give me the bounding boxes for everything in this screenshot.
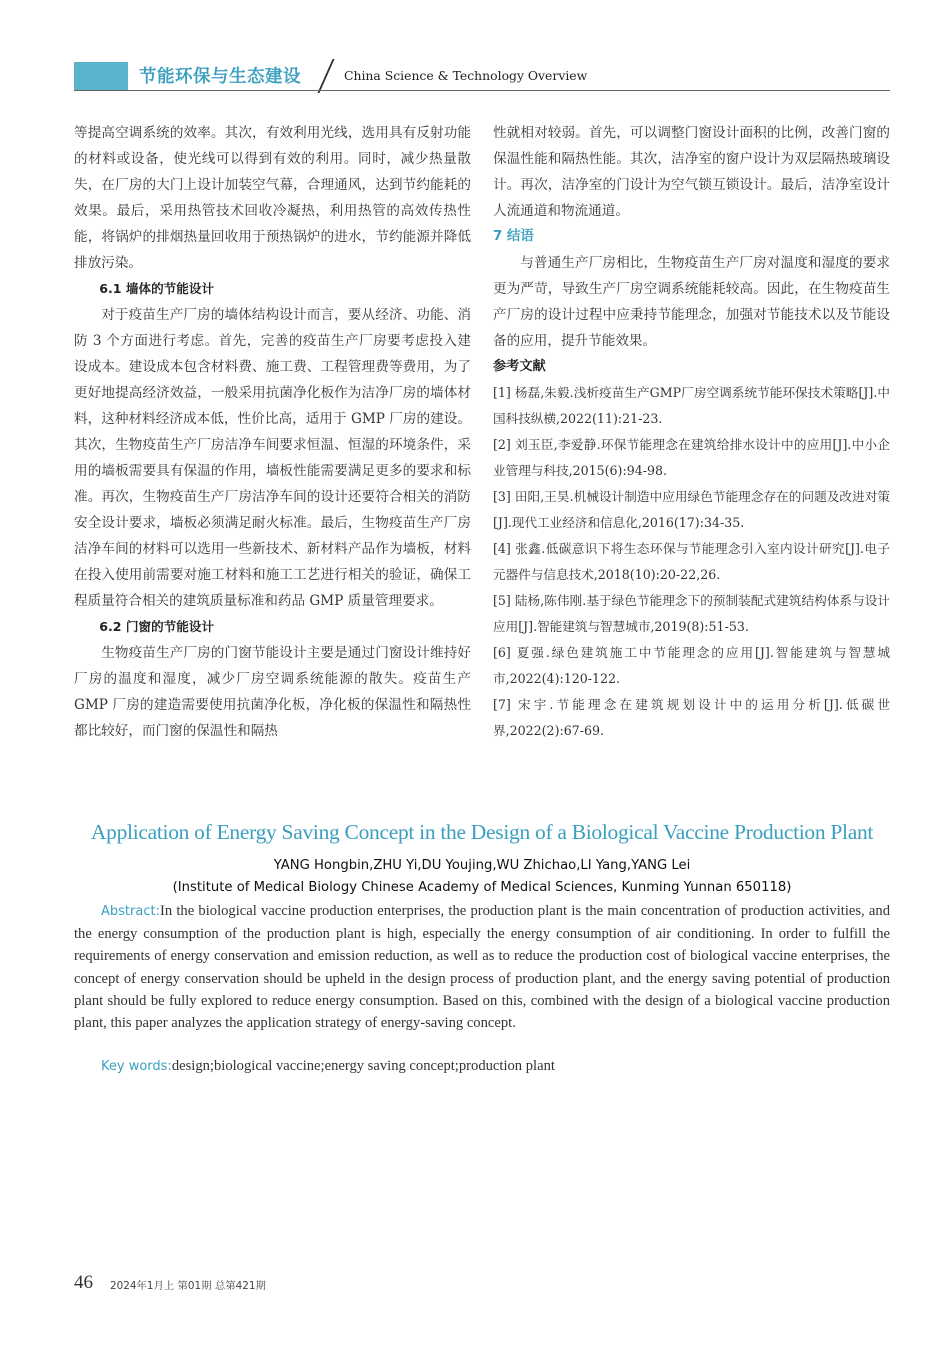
english-keywords	[74, 1055, 890, 1078]
left-column	[74, 120, 471, 744]
reference-item: [5] 陆杨,陈伟刚.基于绿色节能理念下的预制装配式建筑结构体系与设计应用[J].智能建筑与智慧城市,2019(8):51-53.	[493, 593, 890, 634]
english-title: Application of Energy Saving Concept in the Design of a Biological Vaccine Production Plant	[90, 820, 874, 844]
paragraph: 等提高空调系统的效率。其次，有效利用光线，选用具有反射功能的材料或设备，使光线可以得到有效的利用。同时，减少热量散失，在厂房的大门上设计加装空气幕，合理通风，达到节约能耗的效果。最后，采用热管技术回收冷凝热，利用热管的高效传热性能，将锅炉的排烟热量回收用于预热锅炉的进水，节约能源并降低排放污染。	[74, 125, 471, 271]
references-heading: 参考文献	[493, 359, 546, 374]
header-rule	[74, 90, 890, 91]
section-heading-conclusion: 7 结语	[493, 229, 534, 244]
page-number: 46	[74, 1272, 93, 1293]
right-column	[493, 120, 890, 744]
journal-name: China Science & Technology Overview	[344, 68, 588, 83]
english-institute: (Institute of Medical Biology Chinese Academy of Medical Sciences, Kunming Yunnan 650118)	[172, 880, 792, 895]
paragraph: 生物疫苗生产厂房的门窗节能设计主要是通过门窗设计维持好厂房的温度和湿度，减少厂房空调系统能源的散失。疫苗生产 GMP 厂房的建造需要使用抗菌净化板，净化板的保温性和隔热性都比较好，而门窗的保温性和隔热	[74, 645, 471, 739]
header-slash-divider	[317, 59, 334, 93]
reference-list	[493, 380, 890, 744]
keywords-label: Key words:	[101, 1059, 172, 1074]
issue-info: 2024年1月上 第01期 总第421期	[110, 1280, 266, 1292]
keywords-text: design;biological vaccine;energy saving concept;production plant	[171, 1058, 555, 1074]
english-authors: YANG Hongbin,ZHU Yi,DU Youjing,WU Zhichao,LI Yang,YANG Lei	[273, 858, 691, 873]
paragraph: 性就相对较弱。首先，可以调整门窗设计面积的比例，改善门窗的保温性能和隔热性能。其次，洁净室的窗户设计为双层隔热玻璃设计。再次，洁净室的门设计为空气锁互锁设计。最后，洁净室设计人流通道和物流通道。	[493, 125, 890, 219]
paragraph: 与普通生产厂房相比，生物疫苗生产厂房对温度和湿度的要求更为严苛，导致生产厂房空调系统能耗较高。因此，在生物疫苗生产厂房的设计过程中应秉持节能理念，加强对节能技术以及节能设备的应用，提升节能效果。	[493, 255, 890, 349]
reference-item: [7] 宋宇.节能理念在建筑规划设计中的运用分析[J].低碳世界,2022(2):67-69.	[493, 697, 890, 738]
abstract-label: Abstract:	[101, 904, 160, 919]
reference-item: [4] 张鑫.低碳意识下将生态环保与节能理念引入室内设计研究[J].电子元器件与信息技术,2018(10):20-22,26.	[493, 541, 890, 582]
abstract-text: In the biological vaccine production enterprises, the production plant is the main concentration of production activities, and the energy consumption of the production plant is high, especially the energy consumption of air conditioning. In order to fulfill the requirements of energy conservation and emission reduction, as well as to reduce the production cost of biological vaccine enterprises, the concept of energy conservation should be upheld in the design process of production plant, and the energy saving potential of production plant should be fully explored to reduce energy consumption. Based on this, combined with the design of a biological vaccine production plant, this paper analyzes the application strategy of energy-saving concept.	[74, 903, 890, 1032]
section-title: 节能环保与生态建设	[139, 67, 301, 87]
english-abstract	[74, 900, 890, 1034]
paragraph: 对于疫苗生产厂房的墙体结构设计而言，要从经济、功能、消防 3 个方面进行考虑。首先，完善的疫苗生产厂房要考虑投入建设成本。建设成本包含材料费、施工费、工程管理费等费用，为了更好地提高经济效益，一般采用抗菌净化板作为洁净厂房的墙体材料，这种材料经济成本低，性价比高，适用于 GMP 厂房的建设。其次，生物疫苗生产厂房洁净车间要求恒温、恒湿的环境条件，采用的墙板需要具有保温的作用，墙板性能需要满足更多的要求和标准。再次，生物疫苗生产厂房洁净车间的设计还要符合相关的消防安全设计要求，墙板必须满足耐火标准。最后，生物疫苗生产厂房洁净车间的材料可以选用一些新技术、新材料产品作为墙板，材料在投入使用前需要对施工材料和施工工艺进行相关的验证，确保工程质量符合相关的建筑质量标准和药品 GMP 质量管理要求。	[74, 307, 471, 609]
reference-item: [3] 田阳,王昊.机械设计制造中应用绿色节能理念存在的问题及改进对策[J].现代工业经济和信息化,2016(17):34-35.	[493, 489, 890, 530]
subsection-heading-6-2: 6.2 门窗的节能设计	[99, 619, 215, 634]
reference-item: [1] 杨磊,朱毅.浅析疫苗生产GMP厂房空调系统节能环保技术策略[J].中国科技纵横,2022(11):21-23.	[493, 385, 890, 426]
reference-item: [2] 刘玉臣,李爱静.环保节能理念在建筑给排水设计中的应用[J].中小企业管理与科技,2015(6):94-98.	[493, 437, 890, 478]
reference-item: [6] 夏强.绿色建筑施工中节能理念的应用[J].智能建筑与智慧城市,2022(4):120-122.	[493, 645, 890, 686]
header-color-block	[74, 62, 128, 90]
subsection-heading-6-1: 6.1 墙体的节能设计	[99, 281, 215, 296]
